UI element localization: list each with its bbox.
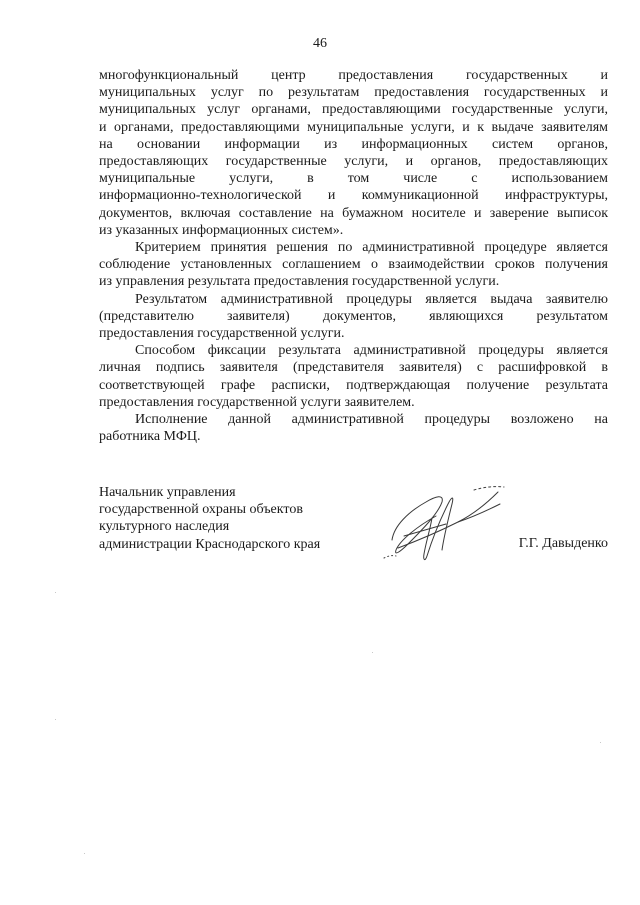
signer-position-line: культурного наследия (99, 519, 230, 535)
scan-speck (372, 652, 373, 653)
scan-speck (55, 719, 56, 720)
body-line: Исполнение данной административной процедуры возложено на (135, 412, 608, 428)
body-line: и органами, предоставляющими муниципальные услуги, и к выдаче заявителям (99, 119, 608, 135)
body-line: соблюдение установленных соглашением о взаимодействии сроков получения (99, 257, 608, 273)
body-line: муниципальных услуг по результатам предоставления государственных и (99, 85, 608, 101)
signer-position-line: администрации Краснодарского края (99, 536, 321, 552)
body-line: на основании информации из информационных систем органов, (99, 136, 608, 152)
body-line: документов, включая составление на бумажном носителе и заверение выписок (99, 205, 608, 221)
scan-speck (600, 742, 601, 743)
signer-name: Г.Г. Давыденко (518, 536, 608, 551)
body-line: муниципальных услуг органами, предоставляющими государственные услуги, (99, 102, 608, 118)
scan-speck (55, 592, 56, 593)
body-line: предоставления государственной услуги. (99, 326, 345, 342)
body-line: Способом фиксации результата административной процедуры является (135, 343, 608, 359)
body-line: из управления результата предоставления государственной услуги. (99, 274, 500, 290)
body-line: информационно-технологической и коммуникационной инфраструктуры, (99, 188, 608, 204)
body-line: из указанных информационных систем». (99, 222, 344, 238)
body-line: муниципальные услуги, в том числе с использованием (99, 171, 608, 187)
scan-speck (84, 853, 85, 854)
signature-block (99, 484, 608, 574)
body-line: работника МФЦ. (99, 429, 201, 445)
handwritten-signature (374, 478, 514, 568)
page-number: 46 (313, 36, 327, 51)
body-line: многофункциональный центр предоставления государственных и (99, 68, 608, 83)
body-line: личная подпись заявителя (представителя заявителя) с расшифровкой в (99, 360, 608, 376)
document-body (99, 67, 608, 445)
body-line: Критерием принятия решения по административной процедуре является (135, 240, 608, 256)
body-line: предоставляющих государственные услуги, и органов, предоставляющих (99, 154, 608, 170)
body-line: предоставления государственной услуги заявителем. (99, 394, 415, 410)
signer-position-line: государственной охраны объектов (99, 502, 303, 518)
body-line: (представителю заявителя) документов, являющихся результатом (99, 308, 608, 324)
body-line: Результатом административной процедуры является выдача заявителю (135, 291, 608, 307)
body-line: соответствующей графе расписки, подтверждающая получение результата (99, 377, 608, 393)
signer-position-line: Начальник управления (99, 485, 236, 500)
